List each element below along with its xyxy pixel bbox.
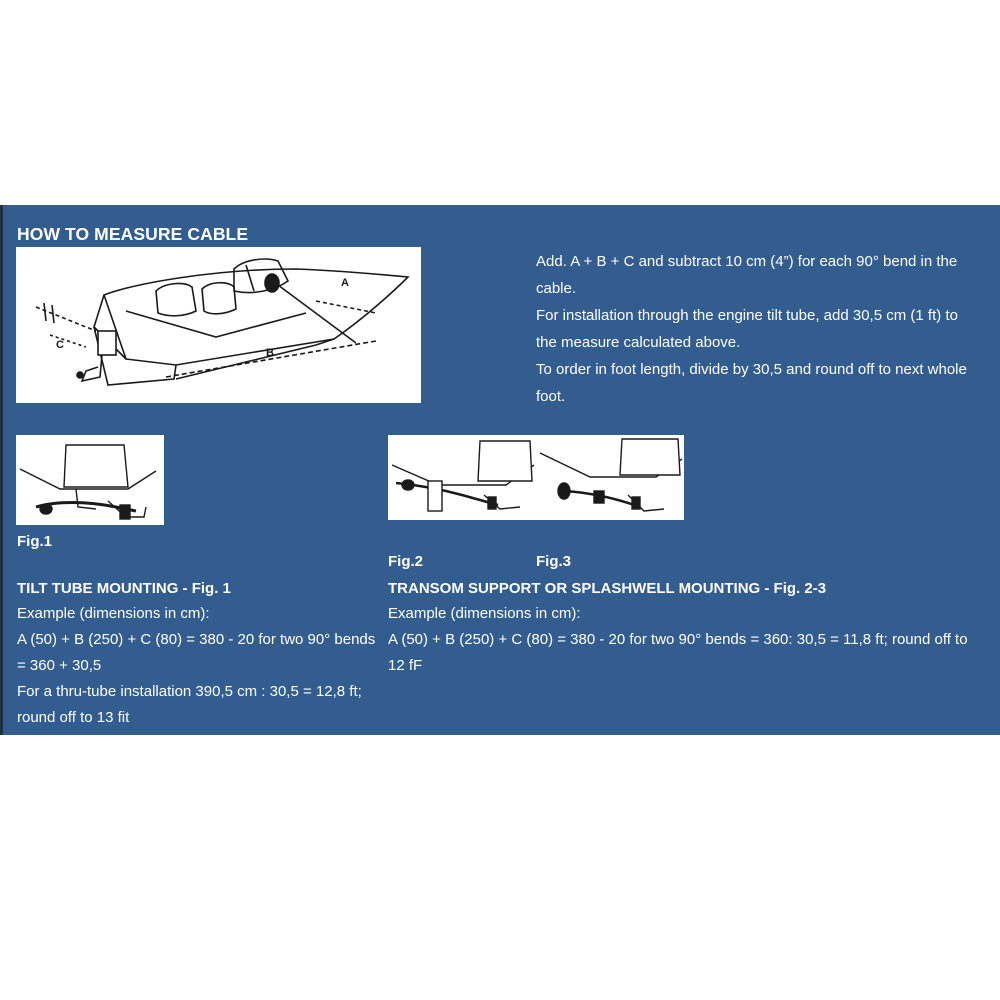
tilt-tube-thru-tube: For a thru-tube installation 390,5 cm : 30,5 = 12,8 ft; round off to 13 fit <box>17 683 362 726</box>
tilt-tube-calculation: A (50) + B (250) + C (80) = 380 - 20 for two 90° bends = 360 + 30,5 <box>17 631 376 674</box>
dimension-label-b: B <box>266 347 274 359</box>
intro-line-1: Add. A + B + C and subtract 10 cm (4”) for each 90° bend in the cable. <box>536 253 958 297</box>
fig3-illustration <box>536 435 684 520</box>
fig1-label: Fig.1 <box>17 533 53 550</box>
fig1-illustration <box>16 435 164 525</box>
tilt-tube-body <box>17 601 377 731</box>
tilt-tube-example-label: Example (dimensions in cm): <box>17 605 210 622</box>
fig2-illustration <box>388 435 536 520</box>
transom-example-label: Example (dimensions in cm): <box>388 605 581 622</box>
dimension-label-c: C <box>56 339 64 351</box>
page-title: HOW TO MEASURE CABLE <box>17 224 249 244</box>
transom-title: TRANSOM SUPPORT OR SPLASHWELL MOUNTING - Fig. 2-3 <box>388 580 827 597</box>
info-panel <box>0 205 1000 735</box>
transom-calculation: A (50) + B (250) + C (80) = 380 - 20 for two 90° bends = 360: 30,5 = 11,8 ft; round off to 12 fF <box>388 631 968 674</box>
fig2-label: Fig.2 <box>388 553 424 570</box>
dimension-label-a: A <box>341 277 349 289</box>
fig3-label: Fig.3 <box>536 553 572 570</box>
intro-line-3: To order in foot length, divide by 30,5 and round off to next whole <box>536 361 967 378</box>
intro-line-4: foot. <box>536 388 566 405</box>
intro-line-2: For installation through the engine tilt tube, add 30,5 cm (1 ft) to the measure calculated above. <box>536 307 958 351</box>
panel-left-border <box>0 205 3 735</box>
intro-text <box>536 248 981 410</box>
transom-body <box>388 601 983 679</box>
tilt-tube-title: TILT TUBE MOUNTING - Fig. 1 <box>17 580 231 597</box>
boat-measurement-diagram <box>16 247 421 403</box>
